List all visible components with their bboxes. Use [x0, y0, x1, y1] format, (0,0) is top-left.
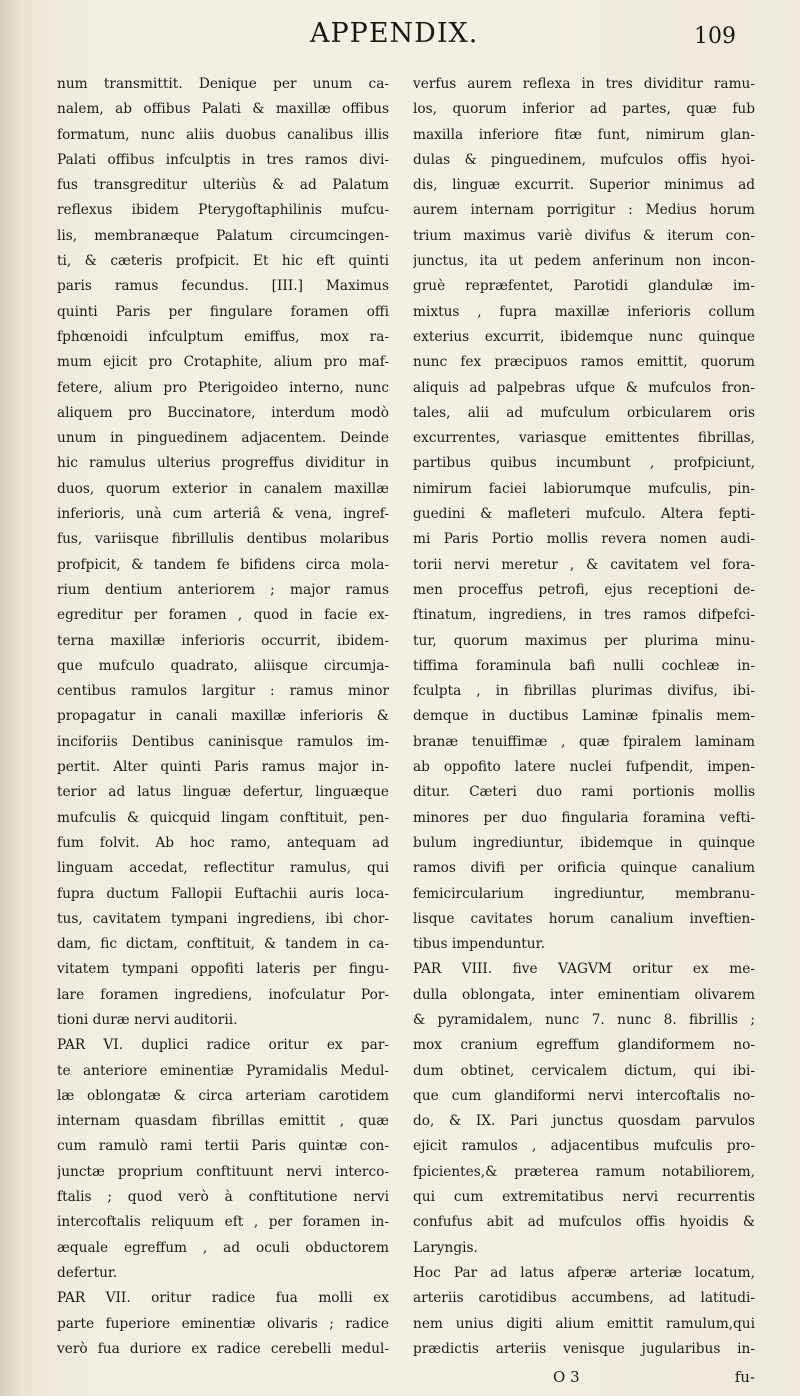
text-line: terior ad latus linguæ defertur, linguæque	[57, 784, 389, 801]
text-line: pertit. Alter quinti Paris ramus major in-	[57, 759, 389, 776]
text-line: bulum ingrediuntur, ibidemque in quinque	[413, 834, 755, 851]
text-line: tales, alii ad mufculum orbicularem oris	[413, 404, 755, 421]
text-line: vitatem tympani oppofiti lateris per fingu-	[57, 961, 389, 978]
text-line: aliquem pro Buccinatore, interdum modò	[57, 404, 389, 421]
page-number: 109	[694, 24, 736, 49]
text-line: junctæ proprium conftituunt nervi interco-	[57, 1163, 389, 1180]
text-line: centibus ramulos largitur : ramus minor	[57, 683, 389, 700]
text-line: ftalis ; quod verò à conftitutione nervi	[57, 1189, 389, 1206]
text-line: fupra ductum Fallopii Euftachii auris loca-	[57, 885, 389, 902]
text-line: aurem internam porrigitur : Medius horum	[413, 202, 755, 219]
text-line: dulla oblongata, inter eminentiam olivarem	[413, 986, 755, 1003]
text-line: fum folvit. Ab hoc ramo, antequam ad	[57, 834, 389, 851]
page-footer	[413, 1368, 755, 1392]
gutter-shadow	[0, 0, 22, 1396]
text-line: do, & IX. Pari junctus quosdam parvulos	[413, 1113, 755, 1130]
text-line: PAR VIII. five VAGVM oritur ex me-	[413, 961, 755, 978]
text-line: duos, quorum exterior in canalem maxillæ	[57, 480, 389, 497]
text-line: tur, quorum maximus per plurima minu-	[413, 632, 755, 649]
text-line: femicircularium ingrediuntur, membranu-	[413, 885, 755, 902]
text-line: lisque cavitates horum canalium inveftien-	[413, 910, 755, 927]
text-line: ejicit ramulos , adjacentibus mufculis pro-	[413, 1138, 755, 1155]
text-line: fus, variisque fibrillulis dentibus molaribus	[57, 531, 389, 548]
text-line: egreditur per foramen , quod in facie ex-	[57, 607, 389, 624]
text-line: fpicientes,& prætereа ramum notabiliorem,	[413, 1163, 755, 1180]
text-line: parte fuperiore eminentiæ olivaris ; radice	[57, 1315, 389, 1332]
text-line: demque in ductibus Laminæ fpinalis mem-	[413, 708, 755, 725]
text-line: mi Paris Portio mollis revera nomen audi-	[413, 531, 755, 548]
text-line: ab oppofito latere nuclei fufpendit, impen-	[413, 759, 755, 776]
text-line: fphœnoidi infculptum emiffus, mox ra-	[57, 328, 389, 345]
catchword: fu-	[734, 1368, 755, 1386]
text-line: quinti Paris per fingulare foramen offi	[57, 303, 389, 320]
page-header	[0, 16, 800, 64]
text-line: reflexus ibidem Pterygoftaphilinis mufcu-	[57, 202, 389, 219]
text-line: arteriis carotidibus accumbens, ad latitudi-	[413, 1290, 755, 1307]
text-line: te anteriore eminentiæ Pyramidalis Medul-	[57, 1062, 389, 1079]
text-line: paris ramus fecundus. [III.] Maximus	[57, 278, 389, 295]
text-line: mixtus , fupra maxillæ inferioris collum	[413, 303, 755, 320]
text-line: prædictis arteriis venisque jugularibus in-	[413, 1340, 755, 1357]
text-line: lis, membranæque Palatum circumcingen-	[57, 227, 389, 244]
text-line: dis, linguæ excurrit. Superior minimus ad	[413, 177, 755, 194]
text-line: æquale egreffum , ad oculi obductorem	[57, 1239, 389, 1256]
text-line: Laryngis.	[413, 1239, 478, 1256]
text-line: partibus quibus incumbunt , profpiciunt,	[413, 455, 755, 472]
text-line: nalem, ab offibus Palati & maxillæ offibus	[57, 101, 389, 118]
text-line: branæ tenuiffimæ , quæ fpiralem laminam	[413, 733, 755, 750]
text-line: internam quasdam fibrillas emittit , quæ	[57, 1113, 389, 1130]
text-line: tiffima foraminula bafi nulli cochleæ in-	[413, 657, 755, 674]
text-line: excurrentes, variasque emittentes fibrillas,	[413, 430, 755, 447]
text-line: fculpta , in fibrillas plurimas divifus, ibi-	[413, 683, 755, 700]
running-title: APPENDIX.	[310, 18, 479, 49]
text-line: fus transgreditur ulteriùs & ad Palatum	[57, 177, 389, 194]
text-line: hic ramulus ulterius progreffus dividitur in	[57, 455, 389, 472]
left-text-column	[57, 72, 389, 1362]
text-line: linguam accedat, reflectitur ramulus, qui	[57, 860, 389, 877]
text-line: fetere, alium pro Pterigoideo interno, nunc	[57, 379, 389, 396]
text-line: exterius excurrit, ibidemque nunc quinque	[413, 328, 755, 345]
text-line: gruè repræfentet, Parotidi glandulæ im-	[413, 278, 755, 295]
text-line: mufculis & quicquid lingam conftituit, pen-	[57, 809, 389, 826]
text-line: confufus abit ad mufculos offis hyoidis &	[413, 1214, 755, 1231]
text-line: nimirum faciei labiorumque mufculis, pin-	[413, 480, 755, 497]
text-line: tus, cavitatem tympani ingrediens, ibi chor-	[57, 910, 389, 927]
text-line: terna maxillæ inferioris occurrit, ibidem-	[57, 632, 389, 649]
text-line: junctus, ita ut pedem anferinum non incon-	[413, 253, 755, 270]
text-line: Hoc Par ad latus afperæ arteriæ locatum,	[413, 1264, 755, 1281]
text-line: dam, fic dictam, conftituit, & tandem in ca-	[57, 936, 389, 953]
text-line: tioni duræ nervi auditorii.	[57, 1011, 238, 1028]
text-line: læ oblongatæ & circa arteriam carotidem	[57, 1087, 389, 1104]
text-line: que mufculo quadrato, aliisque circumja-	[57, 657, 389, 674]
text-line: verò fua duriore ex radice cerebelli medul-	[57, 1340, 389, 1357]
text-line: cum ramulò rami tertii Paris quintæ con-	[57, 1138, 389, 1155]
text-line: los, quorum inferior ad partes, quæ fub	[413, 101, 755, 118]
text-line: mox cranium egreffum glandiformem no-	[413, 1037, 755, 1054]
text-line: aliquis ad palpebras ufque & mufculos fron-	[413, 379, 755, 396]
text-line: ftinatum, ingrediens, in tres ramos difpefci-	[413, 607, 755, 624]
text-line: dulas & pinguedinem, mufculos offis hyoi-	[413, 151, 755, 168]
text-line: unum in pinguedinem adjacentem. Deinde	[57, 430, 389, 447]
signature-mark: O 3	[553, 1368, 580, 1386]
text-line: inciforiis Dentibus caninisque ramulos im-	[57, 733, 389, 750]
text-line: dum obtinet, cervicalem dictum, qui ibi-	[413, 1062, 755, 1079]
right-text-column	[413, 72, 755, 1362]
text-line: mum ejicit pro Crotaphite, alium pro maf-	[57, 354, 389, 371]
text-line: rium dentium anteriorem ; major ramus	[57, 581, 389, 598]
text-line: que cum glandiformi nervi intercoftalis no-	[413, 1087, 755, 1104]
text-line: intercoftalis reliquum eft , per foramen in-	[57, 1214, 389, 1231]
text-line: guedini & mafleteri mufculo. Altera fepti-	[413, 506, 755, 523]
text-line: nem unius digiti alium emittit ramulum,qui	[413, 1315, 755, 1332]
text-line: nunc fex præcipuos ramos emittit, quorum	[413, 354, 755, 371]
text-line: lare foramen ingrediens, inofculatur Por-	[57, 986, 389, 1003]
text-line: tibus impenduntur.	[413, 936, 545, 953]
text-line: profpicit, & tandem fe bifidens circa mola-	[57, 556, 389, 573]
text-line: torii nervi meretur , & cavitatem vel fora-	[413, 556, 755, 573]
text-line: men proceffus petrofi, ejus receptioni de-	[413, 581, 755, 598]
text-line: PAR VI. duplici radice oritur ex par-	[57, 1037, 389, 1054]
text-line: PAR VII. oritur radice fua molli ex	[57, 1290, 389, 1307]
text-line: trium maximus variè divifus & iterum con-	[413, 227, 755, 244]
text-line: ditur. Cæteri duo rami portionis mollis	[413, 784, 755, 801]
text-line: Palati offibus infculptis in tres ramos divi-	[57, 151, 389, 168]
text-line: num transmittit. Denique per unum ca-	[57, 76, 389, 92]
text-line: propagatur in canali maxillæ inferioris &	[57, 708, 389, 725]
text-line: defertur.	[57, 1264, 118, 1281]
text-line: ti, & cæteris profpicit. Et hic eft quinti	[57, 253, 389, 270]
text-line: formatum, nunc aliis duobus canalibus illis	[57, 126, 389, 143]
text-line: verfus aurem reflexa in tres dividitur ramu-	[413, 76, 755, 92]
text-line: inferioris, unà cum arteriâ & vena, ingref-	[57, 506, 389, 523]
text-line: maxilla inferiore fitæ funt, nimirum glan-	[413, 126, 755, 143]
text-line: qui cum extremitatibus nervi recurrentis	[413, 1189, 755, 1206]
text-line: ramos divifi per orificia quinque canalium	[413, 860, 755, 877]
text-line: minores per duo fingularia foramina vefti-	[413, 809, 755, 826]
text-line: & pyramidalem, nunc 7. nunc 8. fibrillis ;	[413, 1011, 755, 1028]
